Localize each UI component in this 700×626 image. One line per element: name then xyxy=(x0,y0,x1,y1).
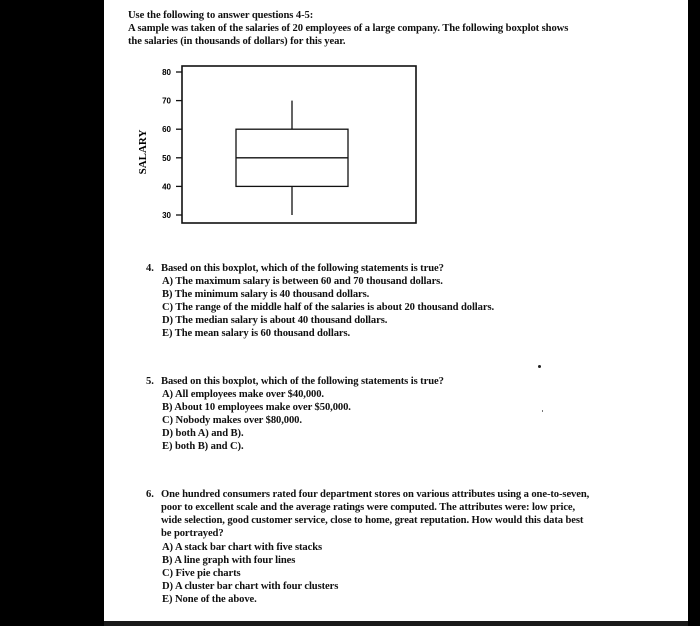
y-tick-label-50: 50 xyxy=(162,153,171,163)
q4-stem-line-1: Based on this boxplot, which of the following statements is true? xyxy=(161,263,444,274)
y-tick-label-30: 30 xyxy=(162,211,171,220)
right-black-margin xyxy=(688,0,700,626)
q6-option-a: A) A stack bar chart with five stacks xyxy=(162,542,323,553)
y-tick-label-80: 80 xyxy=(162,68,171,77)
q5-number: 5. xyxy=(146,376,154,387)
q5-option-a: A) All employees make over $40,000. xyxy=(162,389,324,400)
q6-number: 6. xyxy=(146,489,154,500)
q6-option-d: D) A cluster bar chart with four clusters xyxy=(162,581,339,592)
intro-line-1: Use the following to answer questions 4-5: xyxy=(128,10,314,21)
salary-boxplot xyxy=(114,58,444,228)
q6-stem-line-3: wide selection, good customer service, close to home, great reputation. How would this data best xyxy=(161,515,584,526)
q4-option-c: C) The range of the middle half of the salaries is about 20 thousand dollars. xyxy=(162,302,495,313)
intro-line-3: the salaries (in thousands of dollars) for this year. xyxy=(128,36,346,47)
q4-option-e: E) The mean salary is 60 thousand dollars. xyxy=(162,328,351,339)
plot-frame xyxy=(182,66,416,223)
q5-option-b: B) About 10 employees make over $50,000. xyxy=(162,402,351,413)
y-tick-label-60: 60 xyxy=(162,125,171,135)
stray-speck xyxy=(542,410,543,412)
worksheet-page xyxy=(104,0,688,621)
intro-line-2: A sample was taken of the salaries of 20 employees of a large company. The following boxplot shows xyxy=(128,23,569,34)
y-tick-label-40: 40 xyxy=(162,182,171,192)
q6-stem-line-1: One hundred consumers rated four department stores on various attributes using a one-to-seven, xyxy=(161,489,590,500)
bottom-scan-edge xyxy=(104,621,688,626)
q6-option-e: E) None of the above. xyxy=(162,594,257,605)
q6-stem-line-2: poor to excellent scale and the average ratings were computed. The attributes were: low price, xyxy=(161,502,576,513)
y-tick-label-70: 70 xyxy=(162,96,171,106)
q5-option-e: E) both B) and C). xyxy=(162,441,244,452)
q4-number: 4. xyxy=(146,263,154,274)
q5-option-d: D) both A) and B). xyxy=(162,428,244,439)
q6-option-c: C) Five pie charts xyxy=(162,568,241,579)
left-black-margin xyxy=(0,0,104,626)
q4-option-a: A) The maximum salary is between 60 and 70 thousand dollars. xyxy=(162,276,443,287)
q4-option-b: B) The minimum salary is 40 thousand dollars. xyxy=(162,289,370,300)
stray-mark xyxy=(538,365,541,368)
q5-option-c: C) Nobody makes over $80,000. xyxy=(162,415,302,426)
q6-stem-line-4: be portrayed? xyxy=(161,528,224,539)
y-axis xyxy=(162,68,182,220)
q4-option-d: D) The median salary is about 40 thousand dollars. xyxy=(162,315,388,326)
box-glyph xyxy=(236,101,348,215)
q6-option-b: B) A line graph with four lines xyxy=(162,555,296,566)
y-axis-title: SALARY xyxy=(137,129,149,175)
q5-stem-line-1: Based on this boxplot, which of the following statements is true? xyxy=(161,376,444,387)
